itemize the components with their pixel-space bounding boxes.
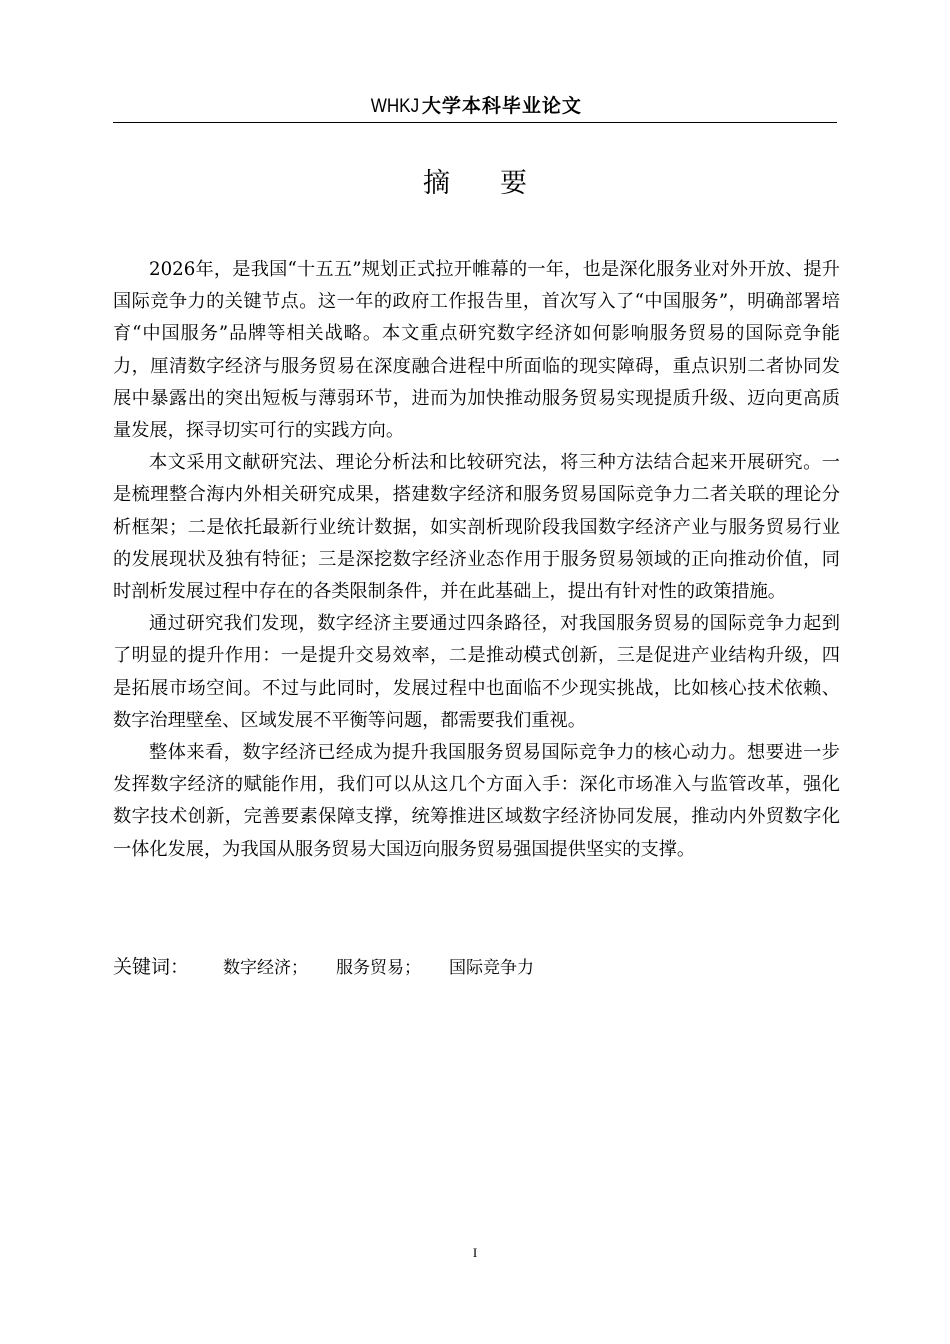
abstract-body [113,254,840,866]
keyword-item: 国际竞争力 [449,958,535,978]
keyword-item: 服务贸易； [336,958,422,978]
abstract-paragraph: 2026年，是我国“十五五”规划正式拉开帷幕的一年，也是深化服务业对外开放、提升国际竞争力的关键节点。这一年的政府工作报告里，首次写入了“中国服务”，明确部署培育“中国服务”品牌等相关战略。本文重点研究数字经济如何影响服务贸易的国际竞争能力，厘清数字经济与服务贸易在深度融合进程中所面临的现实障碍，重点识别二者协同发展中暴露出的突出短板与薄弱环节，进而为加快推动服务贸易实现提质升级、迈向更高质量发展，探寻切实可行的实践方向。 [113,259,840,442]
header-title: 大学本科毕业论文 [421,95,582,117]
abstract-title: 摘要 [423,168,577,199]
keyword-item: 数字经济； [223,958,309,978]
abstract-paragraph: 整体来看，数字经济已经成为提升我国服务贸易国际竞争力的核心动力。想要进一步发挥数字经济的赋能作用，我们可以从这几个方面入手：深化市场准入与监管改革，强化数字技术创新，完善要素保障支撑，统筹推进区域数字经济协同发展，推动内外贸数字化一体化发展，为我国从服务贸易大国迈向服务贸易强国提供坚实的支撑。 [113,742,840,860]
school-code: WHKJ [370,96,420,117]
page-header [113,92,837,123]
keywords-label: 关键词： [113,956,190,978]
keywords-line [113,950,562,984]
abstract-paragraph: 通过研究我们发现，数字经济主要通过四条路径，对我国服务贸易的国际竞争力起到了明显的提升作用：一是提升交易效率，二是推动模式创新，三是促进产业结构升级，四是拓展市场空间。不过与此同时，发展过程中也面临不少现实挑战，比如核心技术依赖、数字治理壁垒、区域发展不平衡等问题，都需要我们重视。 [113,613,840,731]
page-number: I [472,1245,478,1260]
abstract-paragraph: 本文采用文献研究法、理论分析法和比较研究法，将三种方法结合起来开展研究。一是梳理整合海内外相关研究成果，搭建数字经济和服务贸易国际竞争力二者关联的理论分析框架；二是依托最新行业统计数据，如实剖析现阶段我国数字经济产业与服务贸易行业的发展现状及独有特征；三是深挖数字经济业态作用于服务贸易领域的正向推动价值，同时剖析发展过程中存在的各类限制条件，并在此基础上，提出有针对性的政策措施。 [113,452,840,603]
